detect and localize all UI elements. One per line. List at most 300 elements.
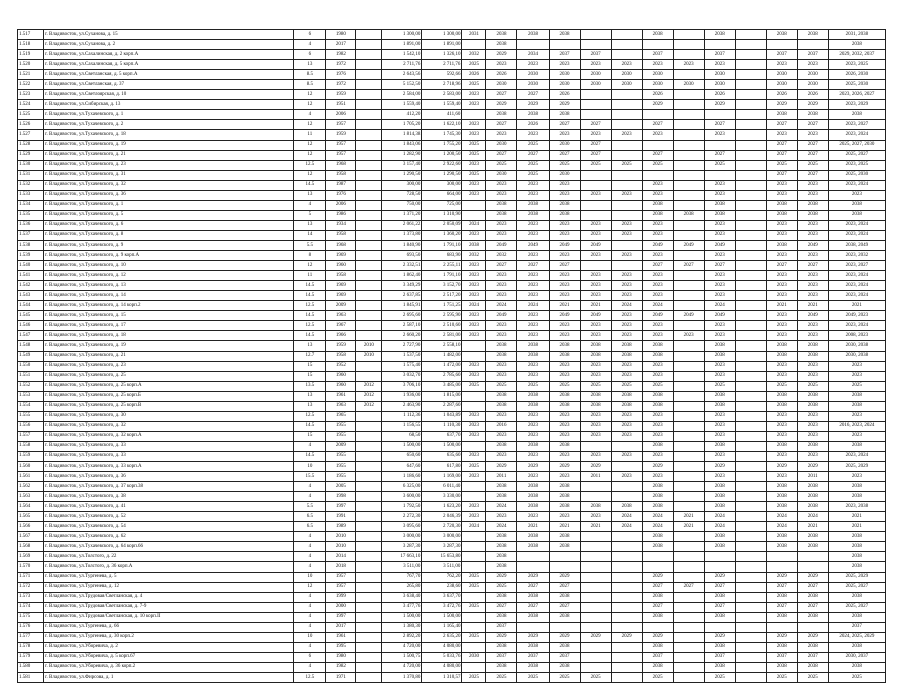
table-cell: 4 720,00 (382, 642, 422, 652)
table-cell (549, 562, 580, 572)
table-cell (797, 552, 828, 562)
table-cell: 2025, 2027 (828, 602, 885, 612)
table-cell (356, 190, 382, 200)
table-cell (735, 582, 766, 592)
table-cell: 2027 (766, 140, 797, 150)
table-cell: 2023 (611, 130, 642, 140)
table-cell: 13.5 (294, 381, 326, 391)
table-cell: 1955 (326, 421, 356, 431)
table-cell: 2024, 2025, 2029 (828, 632, 885, 642)
table-cell: 2038 (642, 441, 673, 451)
table-cell: 1958 (326, 230, 356, 240)
table-row (18, 291, 886, 301)
table-cell: 12 (294, 261, 326, 271)
table-cell: 2023 (704, 361, 735, 371)
table-cell (611, 542, 642, 552)
table-cell: 2029 (704, 462, 735, 472)
table-cell: 2023 (611, 60, 642, 70)
table-cell: 1972 (326, 80, 356, 90)
address-cell: г. Владивосток, ул.Тухачевского, д. 33 корп.А (44, 462, 294, 472)
table-cell: 2037 (828, 622, 885, 632)
table-row (18, 100, 886, 110)
table-cell (735, 421, 766, 431)
table-cell: 2038 (549, 662, 580, 672)
table-cell (356, 472, 382, 482)
table-cell: 2023 (766, 291, 797, 301)
table-cell (462, 492, 486, 502)
table-cell: 2023 (766, 361, 797, 371)
table-cell: 2037 (517, 652, 549, 662)
table-cell (356, 200, 382, 210)
table-cell (356, 411, 382, 421)
address-cell: г. Владивосток, ул.Тухачевского, д. 6 (44, 220, 294, 230)
table-cell: 2023 (828, 431, 885, 441)
table-cell (673, 662, 704, 672)
table-cell: 2029 (486, 572, 517, 582)
table-cell: 2038 (797, 642, 828, 652)
table-cell: 2030 (549, 70, 580, 80)
table-cell (611, 612, 642, 622)
table-cell: 1 326,10 (422, 50, 462, 60)
table-cell: 2023 (462, 321, 486, 331)
table-cell: 2023 (517, 411, 549, 421)
table-cell: 8.5 (294, 80, 326, 90)
table-cell: 2027 (580, 120, 611, 130)
row-number-cell: 1.520 (18, 60, 44, 70)
table-cell: 2023 (549, 271, 580, 281)
table-cell (356, 60, 382, 70)
table-cell: 1 792,50 (382, 502, 422, 512)
table-cell: 2032 (462, 50, 486, 60)
table-cell: 2024 (642, 512, 673, 522)
table-cell: 4 080,00 (422, 642, 462, 652)
table-cell (356, 90, 382, 100)
table-cell: 2027 (580, 140, 611, 150)
table-row (18, 472, 886, 482)
table-cell: 2038 (642, 662, 673, 672)
table-cell (673, 341, 704, 351)
table-cell: 2 050,09 (422, 220, 462, 230)
address-cell: г. Владивосток, ул.Сахалинская, д. 2 корп.А (44, 50, 294, 60)
table-cell (735, 391, 766, 401)
table-cell (642, 552, 673, 562)
table-cell: 2049 (642, 311, 673, 321)
row-number-cell: 1.552 (18, 381, 44, 391)
table-cell: 2023 (517, 512, 549, 522)
table-cell: 2023 (462, 180, 486, 190)
table-cell: 2031, 2038 (828, 30, 885, 40)
table-cell: 2023 (611, 361, 642, 371)
address-cell: г. Владивосток, ул.Тухачевского, д. 2 (44, 120, 294, 130)
table-cell: 1966 (326, 331, 356, 341)
table-cell: 2023, 2024 (828, 220, 885, 230)
table-cell (462, 542, 486, 552)
table-cell: 1976 (326, 190, 356, 200)
table-cell (580, 552, 611, 562)
table-cell: 2038 (549, 210, 580, 220)
table-cell: 2023 (797, 230, 828, 240)
table-cell: 2023 (797, 371, 828, 381)
table-cell: 2038 (486, 482, 517, 492)
table-cell: 1958 (326, 271, 356, 281)
table-cell: 2023, 2032 (828, 251, 885, 261)
row-number-cell: 1.528 (18, 140, 44, 150)
table-cell: 2027 (704, 582, 735, 592)
table-cell: 2023, 2024 (828, 271, 885, 281)
table-cell (735, 80, 766, 90)
table-cell: 1 840,90 (382, 240, 422, 250)
table-cell (673, 612, 704, 622)
table-row (18, 301, 886, 311)
table-cell: 2023 (549, 321, 580, 331)
table-cell: 2027 (549, 120, 580, 130)
table-cell: 2025 (486, 381, 517, 391)
table-cell: 2023 (797, 291, 828, 301)
table-cell: 2023 (704, 431, 735, 441)
table-cell: 2029 (549, 632, 580, 642)
table-cell: 2025 (766, 673, 797, 683)
table-cell: 2023 (462, 160, 486, 170)
table-cell: 2038 (673, 210, 704, 220)
table-cell: 1 500,75 (382, 652, 422, 662)
table-cell: 2023 (642, 251, 673, 261)
table-cell: 12.5 (294, 411, 326, 421)
table-cell: 2049 (580, 311, 611, 321)
table-cell: 2 255,11 (422, 261, 462, 271)
table-cell (356, 291, 382, 301)
address-cell: г. Владивосток, ул.Трудовая/Светланская, д. 10 корп.II (44, 612, 294, 622)
table-cell (611, 552, 642, 562)
table-cell (356, 110, 382, 120)
table-cell: 3 152,70 (422, 281, 462, 291)
table-cell: 1 112,36 (382, 411, 422, 421)
table-cell: 4 (294, 592, 326, 602)
table-cell: 2 695,60 (382, 311, 422, 321)
table-cell: 2025 (580, 160, 611, 170)
table-cell: 2038 (549, 532, 580, 542)
table-cell (766, 562, 797, 572)
table-cell (462, 351, 486, 361)
table-cell (797, 40, 828, 50)
row-number-cell: 1.538 (18, 240, 44, 250)
table-cell: 1958 (326, 170, 356, 180)
table-cell: 2038 (549, 401, 580, 411)
table-cell: 2023 (462, 190, 486, 200)
address-cell: г. Владивосток, ул.Тухачевского, д. 64 корп.66 (44, 542, 294, 552)
table-cell: 2038 (549, 110, 580, 120)
table-cell (356, 70, 382, 80)
address-cell: г. Владивосток, ул.Тухачевского, д. 10 (44, 261, 294, 271)
table-cell: 300,00 (382, 180, 422, 190)
table-cell: 2023 (580, 130, 611, 140)
table-cell (356, 421, 382, 431)
table-cell (517, 562, 549, 572)
table-cell (735, 472, 766, 482)
table-cell: 2030 (549, 80, 580, 90)
table-cell: 2023, 2024 (828, 321, 885, 331)
table-cell (462, 401, 486, 411)
table-row (18, 361, 886, 371)
table-row (18, 70, 886, 80)
table-cell (462, 482, 486, 492)
row-number-cell: 1.556 (18, 421, 44, 431)
table-cell (735, 462, 766, 472)
table-cell (611, 562, 642, 572)
table-cell (735, 642, 766, 652)
table-cell: 1965 (326, 411, 356, 421)
table-cell: 2021 (766, 301, 797, 311)
table-cell (580, 180, 611, 190)
table-cell: 2038 (704, 200, 735, 210)
table-cell (735, 301, 766, 311)
table-cell (462, 441, 486, 451)
table-cell: 2038 (797, 592, 828, 602)
table-cell: 1997 (326, 612, 356, 622)
table-cell: 13 (294, 401, 326, 411)
table-cell (735, 261, 766, 271)
table-cell (673, 642, 704, 652)
table-cell: 2023 (580, 411, 611, 421)
table-cell: 2038 (797, 30, 828, 40)
address-cell: г. Владивосток, ул.Тухачевского, д. 25 корп.Б (44, 391, 294, 401)
table-cell: 2023 (642, 451, 673, 461)
table-cell (673, 441, 704, 451)
table-cell: 2038 (797, 391, 828, 401)
table-cell (735, 512, 766, 522)
table-cell: 2023 (766, 60, 797, 70)
table-cell (735, 502, 766, 512)
table-cell: 2 785,60 (422, 371, 462, 381)
table-cell: 1 623,20 (422, 502, 462, 512)
table-cell: 2024 (462, 522, 486, 532)
table-cell: 4 (294, 552, 326, 562)
spreadsheet-page (17, 29, 886, 683)
table-cell (580, 261, 611, 271)
table-cell: 2023 (549, 421, 580, 431)
table-cell: 2049 (642, 240, 673, 250)
table-row (18, 552, 886, 562)
table-cell: 2025 (486, 582, 517, 592)
table-cell: 2023 (462, 331, 486, 341)
table-cell: 1 482,00 (422, 351, 462, 361)
table-cell: 2038 (549, 200, 580, 210)
row-number-cell: 1.575 (18, 612, 44, 622)
table-cell (673, 30, 704, 40)
table-cell (462, 612, 486, 622)
table-cell: 2027 (580, 150, 611, 160)
table-cell: 2038 (797, 441, 828, 451)
table-cell: 2027 (797, 120, 828, 130)
table-cell: 2038 (517, 482, 549, 492)
table-cell: 2025, 2027 (828, 150, 885, 160)
table-cell: 2038 (766, 341, 797, 351)
row-number-cell: 1.525 (18, 110, 44, 120)
table-cell (580, 90, 611, 100)
table-cell (673, 421, 704, 431)
table-cell (673, 50, 704, 60)
housing-repair-schedule-table (17, 29, 886, 683)
table-cell: 2038 (704, 401, 735, 411)
table-row (18, 150, 886, 160)
address-cell: г. Владивосток, ул.Тухачевского, д. 5 (44, 210, 294, 220)
table-cell: 2025 (797, 673, 828, 683)
address-cell: г. Владивосток, ул.Тухачевского, д. 19 (44, 341, 294, 351)
table-cell: 6 (294, 30, 326, 40)
table-cell: 2038 (642, 612, 673, 622)
table-cell: 2023 (642, 190, 673, 200)
table-cell: 2025 (462, 150, 486, 160)
table-cell: 2038 (797, 662, 828, 672)
table-cell (735, 30, 766, 40)
table-cell: 1934 (326, 220, 356, 230)
table-cell: 2038 (704, 482, 735, 492)
table-cell: 2029 (486, 462, 517, 472)
table-row (18, 662, 886, 672)
table-cell: 2006 (326, 200, 356, 210)
address-cell: г. Владивосток, ул.Тухачевского, д. 1 (44, 200, 294, 210)
row-number-cell: 1.522 (18, 80, 44, 90)
table-cell: 4 (294, 482, 326, 492)
table-cell: 1957 (326, 582, 356, 592)
table-cell: 2024 (642, 301, 673, 311)
table-cell: 6 (294, 652, 326, 662)
table-cell: 2023 (549, 190, 580, 200)
table-row (18, 492, 886, 502)
table-cell: 2025 (704, 673, 735, 683)
table-cell: 2023 (611, 371, 642, 381)
table-cell: 2027 (704, 261, 735, 271)
address-cell: г. Владивосток, ул.Тургенева, д. 30 корп.2 (44, 632, 294, 642)
table-cell: 2023 (462, 130, 486, 140)
table-cell: 2038 (642, 200, 673, 210)
table-row (18, 160, 886, 170)
table-cell (735, 401, 766, 411)
table-cell: 2010 (326, 532, 356, 542)
table-cell (735, 451, 766, 461)
address-cell: г. Владивосток, ул.Тухачевского, д. 30 (44, 411, 294, 421)
table-cell: 2027 (486, 602, 517, 612)
address-cell: г. Владивосток, ул.Тухачевского, д. 13 (44, 281, 294, 291)
table-cell: 2038 (766, 391, 797, 401)
row-number-cell: 1.545 (18, 311, 44, 321)
table-cell: 2023 (611, 251, 642, 261)
address-cell: г. Владивосток, ул.Уборевича, д. 5 корп.67 (44, 652, 294, 662)
table-cell (580, 652, 611, 662)
table-cell: 2029 (704, 572, 735, 582)
table-cell (580, 542, 611, 552)
table-cell: 2049 (704, 311, 735, 321)
table-cell: 1991 (326, 512, 356, 522)
table-cell: 1999 (326, 592, 356, 602)
table-cell (356, 642, 382, 652)
table-cell: 2038 (486, 492, 517, 502)
address-cell: г. Владивосток, ул.Трудовая/Светланская, д. 7-9 (44, 602, 294, 612)
table-cell: 2038 (580, 351, 611, 361)
table-cell: 2038 (462, 240, 486, 250)
table-row (18, 50, 886, 60)
table-cell: 2023 (486, 451, 517, 461)
table-row (18, 331, 886, 341)
address-cell: г. Владивосток, ул.Тухачевского, д. 62 (44, 532, 294, 542)
table-cell (356, 431, 382, 441)
table-cell: 2027 (486, 120, 517, 130)
table-cell: 1 815,00 (422, 391, 462, 401)
address-cell: г. Владивосток, ул.Тухачевского, д. 25 (44, 371, 294, 381)
table-cell (673, 301, 704, 311)
table-cell (356, 522, 382, 532)
table-cell (673, 371, 704, 381)
table-cell: 2025 (580, 673, 611, 683)
table-row (18, 40, 886, 50)
table-cell: 2023 (580, 371, 611, 381)
table-cell: 2021 (828, 522, 885, 532)
row-number-cell: 1.546 (18, 321, 44, 331)
table-cell: 2025 (828, 381, 885, 391)
table-cell: 1 500,00 (382, 612, 422, 622)
table-cell: 2025, 2029 (828, 572, 885, 582)
table-cell: 2037 (642, 50, 673, 60)
table-cell (735, 592, 766, 602)
table-cell: 2029 (642, 632, 673, 642)
table-cell: 2038 (580, 341, 611, 351)
table-cell: 2021 (549, 301, 580, 311)
table-cell: 693,50 (382, 251, 422, 261)
table-cell (673, 602, 704, 612)
table-cell: 1 043,89 (422, 411, 462, 421)
table-cell (735, 130, 766, 140)
table-cell: 2025 (517, 160, 549, 170)
table-cell: 6.5 (294, 522, 326, 532)
row-number-cell: 1.530 (18, 160, 44, 170)
table-cell: 2038 (766, 482, 797, 492)
table-cell (735, 100, 766, 110)
table-cell: 2027 (517, 261, 549, 271)
table-cell: 617,80 (422, 462, 462, 472)
table-cell: 2049 (580, 240, 611, 250)
table-cell: 3 000,00 (422, 532, 462, 542)
table-cell: 2009 (326, 301, 356, 311)
table-cell: 2030 (580, 80, 611, 90)
table-cell (735, 602, 766, 612)
table-cell: 2030 (797, 70, 828, 80)
table-cell: 2023 (580, 321, 611, 331)
table-cell (356, 301, 382, 311)
table-cell: 2023 (462, 421, 486, 431)
table-cell (356, 592, 382, 602)
table-cell (611, 90, 642, 100)
table-cell: 2038 (642, 482, 673, 492)
table-cell: 2038 (580, 401, 611, 411)
table-cell: 2029 (797, 462, 828, 472)
table-cell: 3 287,30 (422, 542, 462, 552)
table-cell: 2038 (486, 592, 517, 602)
table-cell: 2038 (642, 492, 673, 502)
table-cell: 1995 (326, 642, 356, 652)
table-cell: 13 (294, 60, 326, 70)
table-cell: 2023 (517, 180, 549, 190)
table-cell (673, 673, 704, 683)
table-cell: 4 (294, 642, 326, 652)
table-cell: 12.5 (294, 160, 326, 170)
table-cell (356, 170, 382, 180)
table-cell: 2023 (642, 271, 673, 281)
table-cell: 2025 (642, 381, 673, 391)
table-cell: 2026 (704, 90, 735, 100)
table-cell: 3 637,70 (422, 592, 462, 602)
row-number-cell: 1.539 (18, 251, 44, 261)
table-cell: 2023 (486, 512, 517, 522)
table-cell: 2023 (517, 251, 549, 261)
